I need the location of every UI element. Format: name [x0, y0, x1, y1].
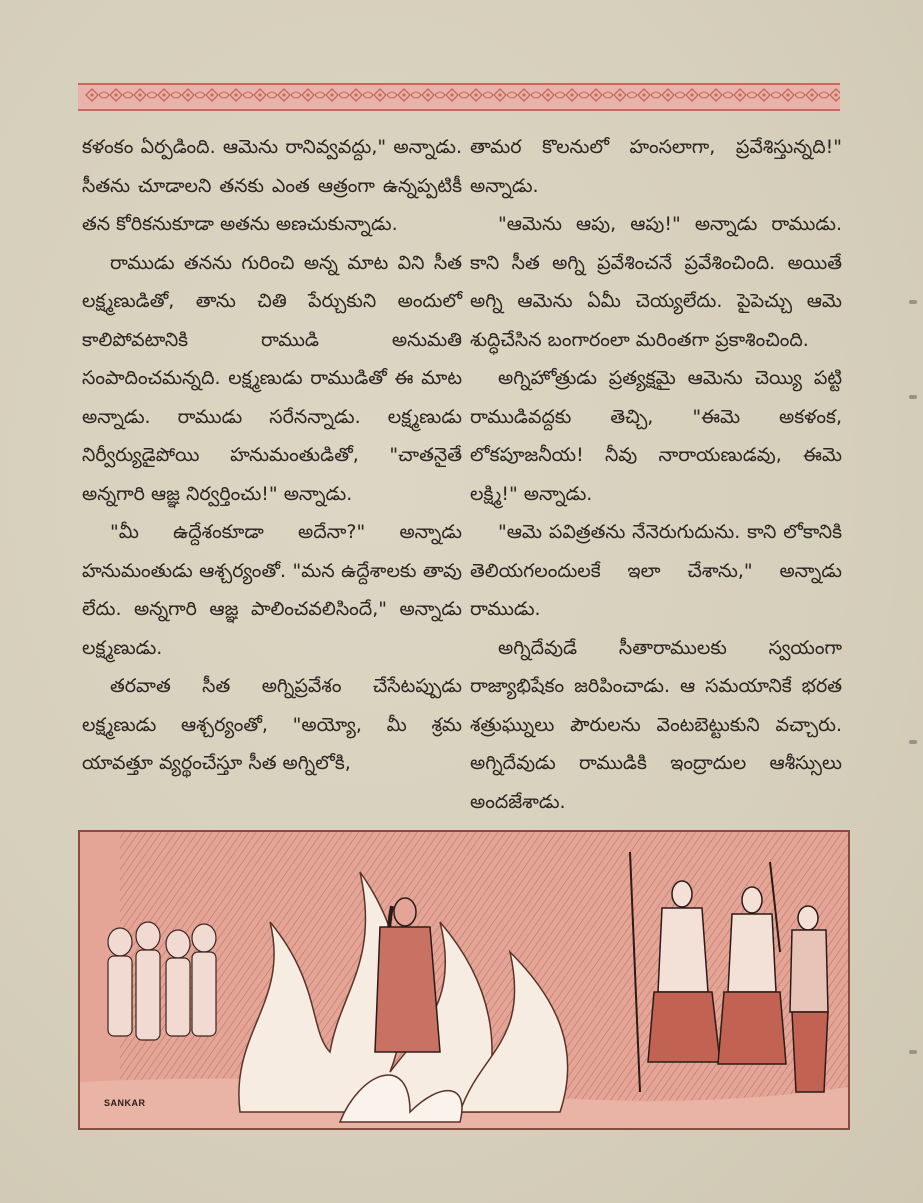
ornament-motif: [734, 89, 757, 101]
ornament-motif: [374, 89, 397, 101]
paragraph: "మీ ఉద్దేశంకూడా అదేనా?" అన్నాడు హనుమంతుడు ఆశ్చర్యంతో. "మన ఉద్దేశాలకు తావు లేదు. అన్నగారి ఆజ్ఞ పాలించవలిసిందే," అన్నాడు లక్ష్మణుడు.: [82, 521, 462, 659]
ornament-motif: [806, 89, 829, 101]
ornament-motif: [422, 89, 445, 101]
paragraph: "ఆమె పవిత్రతను నేనెరుగుదును. కాని లోకానికి తెలియగలందులకే ఇలా చేశాను," అన్నాడు రాముడు.: [470, 521, 842, 620]
ornament-motif: [758, 89, 781, 101]
illustration-sita-agni-pravesham: [78, 830, 850, 1130]
ornament-motif: [710, 89, 733, 101]
illustration-drawing: [80, 832, 848, 1128]
ornament-motif: [350, 89, 373, 101]
ornament-motif: [206, 89, 229, 101]
decorative-border: [78, 83, 840, 111]
ornament-motif: [566, 89, 589, 101]
paragraph: "ఆమెను ఆపు, ఆపు!" అన్నాడు రాముడు. కాని సీత అగ్ని ప్రవేశించనే ప్రవేశించింది. అయితే అగ్ని ఆమెను ఏమీ చెయ్యలేదు. పైపెచ్చు ఆమె శుద్ధిచేసిన బంగారంలా మరింతగా ప్రకాశించింది.: [470, 213, 842, 351]
left-column: [82, 128, 462, 783]
right-column: [470, 128, 842, 821]
ornament-motif: [494, 89, 517, 101]
ornament-motif: [830, 89, 840, 101]
ornament-motif: [278, 89, 301, 101]
ornament-motif: [254, 89, 277, 101]
ornament-motif: [134, 89, 157, 101]
ornament-motif: [158, 89, 181, 101]
ornament-motif: [470, 89, 493, 101]
ornament-motif: [782, 89, 805, 101]
ornament-motif: [446, 89, 469, 101]
ornament-motif: [230, 89, 253, 101]
ornament-motif: [182, 89, 205, 101]
paragraph: అగ్నిహోత్రుడు ప్రత్యక్షమై ఆమెను చెయ్యి పట్టి రాముడివద్దకు తెచ్చి, "ఈమె అకళంక, లోకపూజనీయ! నీవు నారాయణుడవు, ఈమె లక్ష్మి!" అన్నాడు.: [470, 367, 842, 505]
ornament-motif: [686, 89, 709, 101]
page-edge-mark: [909, 1050, 917, 1054]
ornament-motif: [326, 89, 349, 101]
paragraph: తరవాత సీత అగ్నిప్రవేశం చేసేటప్పుడు లక్ష్మణుడు ఆశ్చర్యంతో, "అయ్యో, మీ శ్రమ యావత్తూ వ్యర్థంచేస్తూ సీత అగ్నిలోకి,: [82, 675, 462, 774]
page-edge-mark: [909, 300, 917, 304]
artist-signature: SANKAR: [104, 1098, 146, 1108]
ornament-motif: [638, 89, 661, 101]
page-edge-mark: [909, 740, 917, 744]
paragraph: తామర కొలనులో హంసలాగా, ప్రవేశిస్తున్నది!" అన్నాడు.: [470, 136, 842, 197]
paragraph: అగ్నిదేవుడే సీతారాములకు స్వయంగా రాజ్యాభిషేకం జరిపించాడు. ఆ సమయానికే భరత శత్రుఘ్నులు పౌరులను వెంటబెట్టుకుని వచ్చారు. అగ్నిదేవుడు రాముడికి ఇంద్రాదుల ఆశీస్సులు అందజేశాడు.: [470, 636, 842, 813]
ornament-motif: [518, 89, 541, 101]
ornament-motif: [110, 89, 133, 101]
ornament-motif: [398, 89, 421, 101]
paragraph: రాముడు తనను గురించి అన్న మాట విని సీత లక్ష్మణుడితో, తాను చితి పేర్చుకుని అందులో కాలిపోవటానికి రాముడి అనుమతి సంపాదించమన్నది. లక్ష్మణుడు రాముడితో ఈ మాట అన్నాడు. రాముడు సరేనన్నాడు. లక్ష్మణుడు నిర్వీర్యుడైపోయి హనుమంతుడితో, "చాతనైతే అన్నగారి ఆజ్ఞ నిర్వర్తించు!" అన్నాడు.: [82, 251, 462, 505]
ornament-motif: [614, 89, 637, 101]
ornament-motif: [302, 89, 325, 101]
paragraph: కళంకం ఏర్పడింది. ఆమెను రానివ్వవద్దు," అన్నాడు. సీతను చూడాలని తనకు ఎంత ఆత్రంగా ఉన్నప్పటికీ తన కోరికనుకూడా అతను అణచుకున్నాడు.: [82, 136, 462, 235]
page-edge-mark: [909, 395, 917, 399]
ornament-motif: [590, 89, 613, 101]
ornament-motif: [662, 89, 685, 101]
ornament-motif: [86, 89, 109, 101]
ornament-motif: [542, 89, 565, 101]
